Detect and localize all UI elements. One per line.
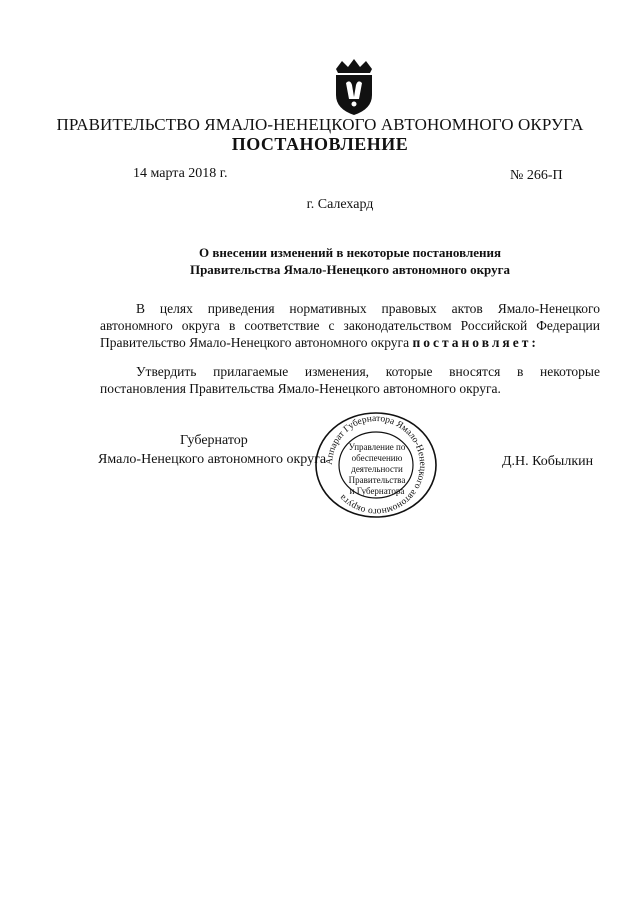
stamp-inner-line: Управление по: [348, 442, 406, 452]
paragraph-1-emphasis: постановляет:: [412, 335, 539, 350]
document-city: г. Салехард: [306, 197, 374, 212]
title-line-1: О внесении изменений в некоторые постановления: [198, 245, 502, 260]
signatory-subtitle: Ямало-Ненецкого автономного округа: [98, 452, 327, 467]
document-number: № 266-П: [510, 168, 563, 183]
title-line-2: Правительства Ямало-Ненецкого автономного округа: [189, 262, 511, 277]
stamp-outer-text: Аппарат Губернатора Ямало-Ненецкого автономного округа: [324, 413, 428, 517]
stamp-inner-line: Правительства: [348, 475, 406, 485]
organization-name: ПРАВИТЕЛЬСТВО ЯМАЛО-НЕНЕЦКОГО АВТОНОМНОГО ОКРУГА: [56, 115, 584, 134]
document-title: [0, 244, 640, 278]
signatory-title: Губернатор: [180, 433, 248, 448]
signatory-name: Д.Н. Кобылкин: [502, 454, 594, 469]
stamp-inner-line: обеспечению: [351, 453, 403, 463]
document-type: ПОСТАНОВЛЕНИЕ: [231, 134, 409, 154]
emblem-icon: [328, 55, 380, 117]
body-paragraph-2: Утвердить прилагаемые изменения, которые вносятся в некоторые постановления Правительства Ямало-Ненецкого автономного округа.: [100, 364, 600, 396]
body-paragraph-1: [100, 300, 600, 351]
stamp-inner-line: и Губернатора: [349, 486, 405, 496]
document-date: 14 марта 2018 г.: [133, 166, 228, 181]
stamp-inner-line: деятельности: [351, 464, 403, 474]
stamp-inner-text: [341, 442, 413, 497]
paragraph-1-text: В целях приведения нормативных правовых актов Ямало-Ненецкого автономного округа в соответствие с законодательством Российской Федерации Правительство Ямало-Ненецкого автономного округа: [100, 301, 600, 350]
